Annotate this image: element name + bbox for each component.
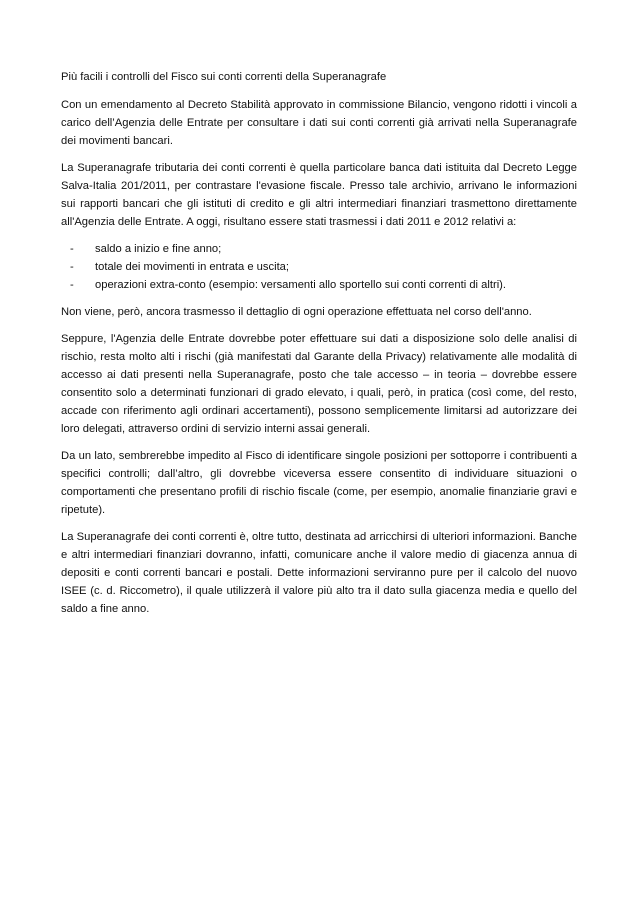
list-item	[61, 240, 577, 258]
list-bullet: -	[70, 279, 74, 291]
list-item-text: totale dei movimenti in entrata e uscita;	[95, 261, 290, 273]
document-page	[61, 68, 577, 627]
list-item-text: operazioni extra-conto (esempio: versamenti allo sportello sui conti correnti di altri).	[95, 279, 507, 291]
list-bullet: -	[70, 261, 74, 273]
list-item	[61, 276, 577, 294]
paragraph-superanagrafe: La Superanagrafe tributaria dei conti correnti è quella particolare banca dati istituita dal Decreto Legge Salva-Italia 201/2011, per contrastare l'evasione fiscale. Presso tale archivio, arrivano le informazioni sui rapporti bancari che gli istituti di credito e gli altri intermediari finanziari trasmettono direttamente all'Agenzia delle Entrate. A oggi, risultano essere stati trasmessi i dati 2011 e 2012 relativi a:	[61, 162, 577, 228]
paragraph-intro: Con un emendamento al Decreto Stabilità approvato in commissione Bilancio, vengono ridotti i vincoli a carico dell’Agenzia delle Entrate per consultare i dati sui conti correnti già arrivati nella Superanagrafe dei movimenti bancari.	[61, 99, 577, 147]
paragraph-controlli: Da un lato, sembrerebbe impedito al Fisco di identificare singole posizioni per sottoporre i contribuenti a specifici controlli; dall’altro, gli dovrebbe viceversa essere consentito di individuare situazioni o comportamenti che presentano profili di rischio fiscale (come, per esempio, anomalie finanziarie gravi e ripetute).	[61, 450, 577, 516]
paragraph-dettaglio: Non viene, però, ancora trasmesso il dettaglio di ogni operazione effettuata nel corso dell'anno.	[61, 306, 532, 318]
paragraph-isee: La Superanagrafe dei conti correnti è, oltre tutto, destinata ad arricchirsi di ulteriori informazioni. Banche e altri intermediari finanziari dovranno, infatti, comunicare anche il valore medio di giacenza annua di depositi e conti correnti bancari e postali. Dette informazioni serviranno pure per il calcolo del nuovo ISEE (c. d. Riccometro), il quale utilizzerà il valore più alto tra il dato sulla giacenza media e quello del saldo a fine anno.	[61, 531, 577, 615]
paragraph-rischi: Seppure, l'Agenzia delle Entrate dovrebbe poter effettuare sui dati a disposizione solo delle analisi di rischio, resta molto alti i rischi (già manifestati dal Garante della Privacy) relativamente alle modalità di accesso ai dati presenti nella Superanagrafe, posto che tale accesso – in teoria – dovrebbe essere consentito solo a determinati funzionari di grado elevato, i quali, però, in pratica (così come, del resto, accade con riferimento agli ordinari accertamenti), possono semplicemente limitarsi ad autorizzare dei loro delegati, attraverso ordini di servizio interni assai generali.	[61, 333, 577, 435]
data-list	[61, 240, 577, 294]
document-title: Più facili i controlli del Fisco sui conti correnti della Superanagrafe	[61, 71, 387, 83]
list-item	[61, 258, 577, 276]
list-bullet: -	[70, 243, 74, 255]
list-item-text: saldo a inizio e fine anno;	[95, 243, 222, 255]
